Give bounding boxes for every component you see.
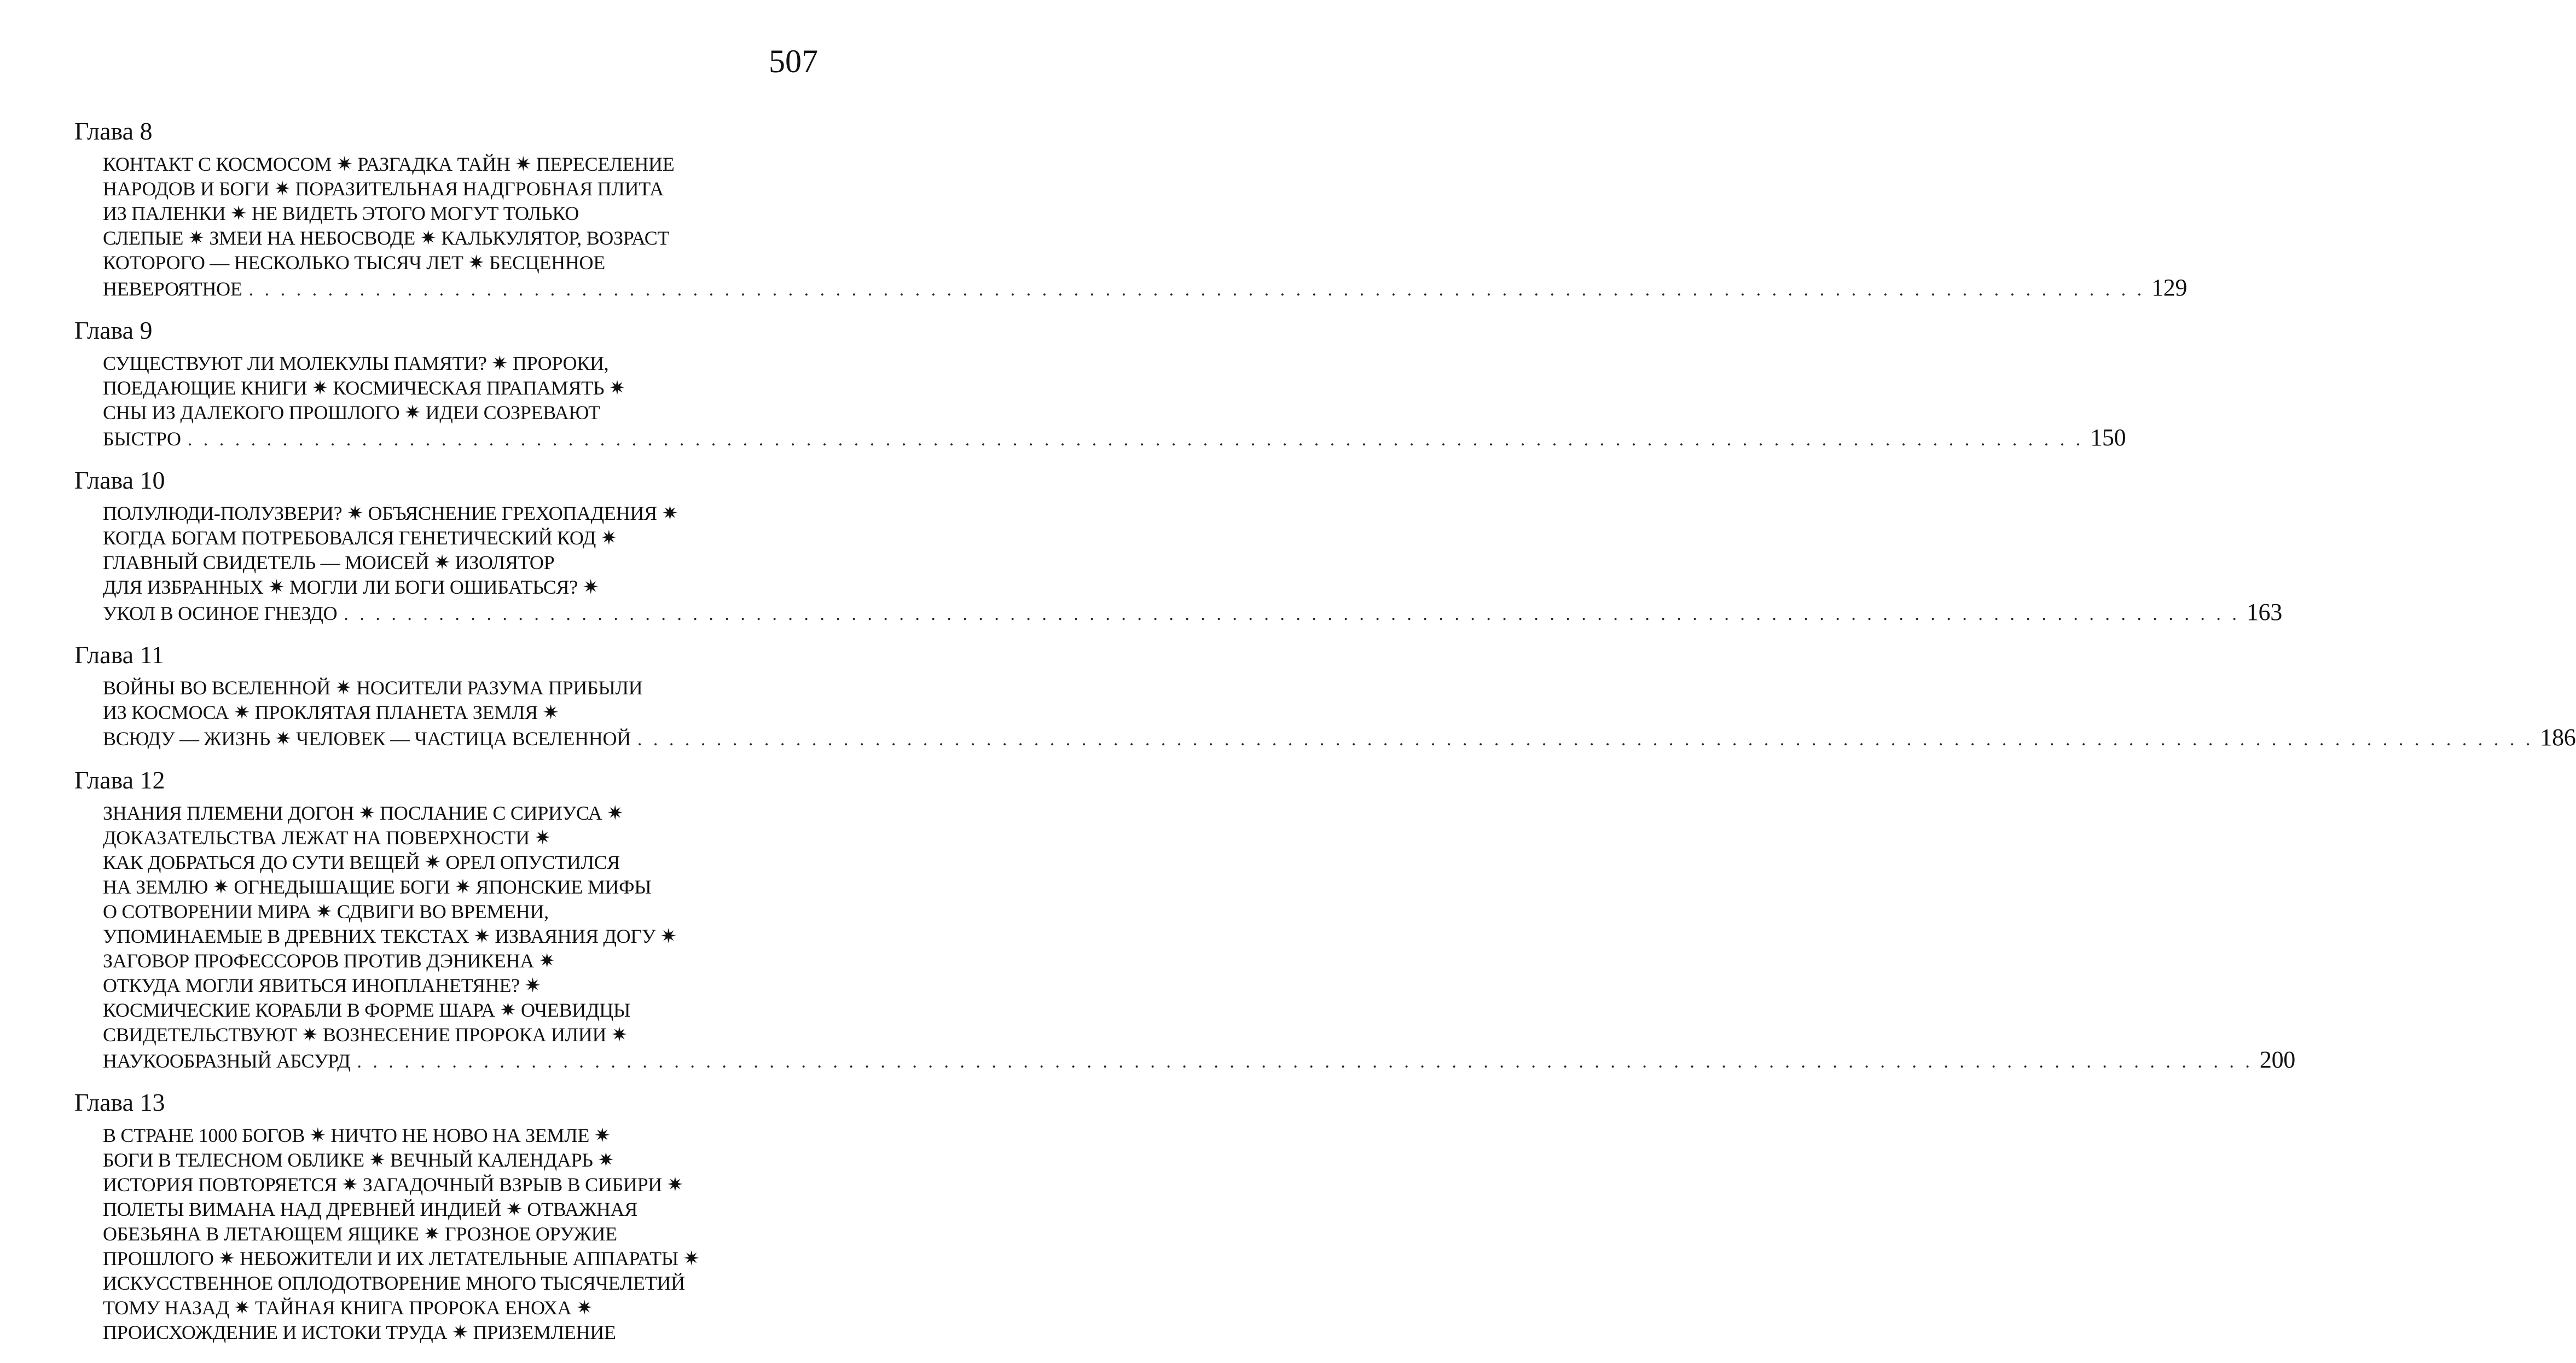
topic-line: НА ЗЕМЛЮ ✷ ОГНЕДЫШАЩИЕ БОГИ ✷ ЯПОНСКИЕ МИФЫ: [103, 876, 652, 898]
chapter-title: Глава 9: [74, 316, 153, 344]
topic-line: СУЩЕСТВУЮТ ЛИ МОЛЕКУЛЫ ПАМЯТИ? ✷ ПРОРОКИ,: [103, 352, 609, 374]
toc-chapter: [74, 313, 2126, 452]
chapter-page-number: 150: [2090, 424, 2126, 451]
topic-line-with-page: [103, 599, 2282, 627]
topic-line-with-page: [103, 274, 2188, 302]
topic-line: УПОМИНАЕМЫЕ В ДРЕВНИХ ТЕКСТАХ ✷ ИЗВАЯНИЯ ДОГУ ✷: [103, 925, 677, 947]
toc-chapter: [74, 114, 2188, 302]
topic-line: ДОКАЗАТЕЛЬСТВА ЛЕЖАТ НА ПОВЕРХНОСТИ ✷: [103, 827, 551, 849]
topic-line-text: ВСЮДУ — ЖИЗНЬ ✷ ЧЕЛОВЕК — ЧАСТИЦА ВСЕЛЕННОЙ: [103, 728, 631, 750]
topic-line: КАК ДОБРАТЬСЯ ДО СУТИ ВЕЩЕЙ ✷ ОРЕЛ ОПУСТИЛСЯ: [103, 851, 620, 873]
chapter-topics: [103, 501, 2282, 627]
chapter-title: Глава 12: [74, 766, 165, 794]
topic-line-text: БЫСТРО: [103, 428, 181, 450]
topic-line: СЛЕПЫЕ ✷ ЗМЕИ НА НЕБОСВОДЕ ✷ КАЛЬКУЛЯТОР, ВОЗРАСТ: [103, 227, 670, 249]
topic-line: ОТКУДА МОГЛИ ЯВИТЬСЯ ИНОПЛАНЕТЯНЕ? ✷: [103, 975, 541, 996]
chapter-topics: [103, 676, 2576, 752]
chapter-title: Глава 13: [74, 1088, 165, 1116]
topic-line: ТОМУ НАЗАД ✷ ТАЙНАЯ КНИГА ПРОРОКА ЕНОХА ✷: [103, 1297, 593, 1319]
topic-line: ПРОШЛОГО ✷ НЕБОЖИТЕЛИ И ИХ ЛЕТАТЕЛЬНЫЕ АППАРАТЫ ✷: [103, 1248, 700, 1269]
dot-leader: . . . . . . . . . . . . . . . . . . . . . . . . . . . . . . . . . . . . . . . . . . . . . . . . . . . . . . . . . . . . . . . . . . . . . . . . . . . . . . . . . . . . . . . . . . . . . . . . . . . . . . . . . . . . . . . . . . . . . . . .: [248, 280, 2145, 300]
topic-line: ОБЕЗЬЯНА В ЛЕТАЮЩЕМ ЯЩИКЕ ✷ ГРОЗНОЕ ОРУЖИЕ: [103, 1223, 617, 1245]
chapter-page-number: 200: [2259, 1046, 2295, 1073]
topic-line: ИСКУССТВЕННОЕ ОПЛОДОТВОРЕНИЕ МНОГО ТЫСЯЧЕЛЕТИЙ: [103, 1272, 685, 1294]
topic-line: КОТОРОГО — НЕСКОЛЬКО ТЫСЯЧ ЛЕТ ✷ БЕСЦЕННОЕ: [103, 252, 605, 274]
topic-line: ПОЕДАЮЩИЕ КНИГИ ✷ КОСМИЧЕСКАЯ ПРАПАМЯТЬ ✷: [103, 377, 625, 399]
topic-line: ЗАГОВОР ПРОФЕССОРОВ ПРОТИВ ДЭНИКЕНА ✷: [103, 950, 555, 972]
topic-line: ПОЛЕТЫ ВИМАНА НАД ДРЕВНЕЙ ИНДИЕЙ ✷ ОТВАЖНАЯ: [103, 1198, 637, 1220]
topic-line: ЗНАНИЯ ПЛЕМЕНИ ДОГОН ✷ ПОСЛАНИЕ С СИРИУСА ✷: [103, 802, 624, 824]
topic-line: НАРОДОВ И БОГИ ✷ ПОРАЗИТЕЛЬНАЯ НАДГРОБНАЯ ПЛИТА: [103, 178, 664, 200]
topic-line: КОНТАКТ С КОСМОСОМ ✷ РАЗГАДКА ТАЙН ✷ ПЕРЕСЕЛЕНИЕ: [103, 153, 675, 175]
topic-line: КОГДА БОГАМ ПОТРЕБОВАЛСЯ ГЕНЕТИЧЕСКИЙ КОД ✷: [103, 527, 617, 549]
topic-line-text: НЕВЕРОЯТНОЕ: [103, 278, 242, 300]
dot-leader: . . . . . . . . . . . . . . . . . . . . . . . . . . . . . . . . . . . . . . . . . . . . . . . . . . . . . . . . . . . . . . . . . . . . . . . . . . . . . . . . . . . . . . . . . . . . . . . . . . . . . . . . . . . . . . . . . . . . . . . .: [637, 729, 2534, 750]
toc-chapter: [74, 1085, 824, 1345]
chapter-topics: [103, 1123, 824, 1345]
topic-line-with-page: [103, 1046, 2295, 1074]
chapter-title: Глава 10: [74, 466, 165, 494]
chapter-topics: [103, 351, 2126, 452]
topic-line-with-page: [103, 424, 2126, 452]
topic-line: ИСТОРИЯ ПОВТОРЯЕТСЯ ✷ ЗАГАДОЧНЫЙ ВЗРЫВ В СИБИРИ ✷: [103, 1174, 683, 1196]
topic-line: ИЗ ПАЛЕНКИ ✷ НЕ ВИДЕТЬ ЭТОГО МОГУТ ТОЛЬКО: [103, 202, 579, 224]
table-of-contents: [74, 114, 2576, 1356]
topic-line: ПРОИСХОЖДЕНИЕ И ИСТОКИ ТРУДА ✷ ПРИЗЕМЛЕНИЕ: [103, 1321, 616, 1343]
toc-chapter: [74, 763, 2295, 1074]
toc-chapter: [74, 637, 2576, 752]
topic-line: ГЛАВНЫЙ СВИДЕТЕЛЬ — МОИСЕЙ ✷ ИЗОЛЯТОР: [103, 552, 555, 573]
topic-line-with-page: [103, 724, 2576, 752]
dot-leader: . . . . . . . . . . . . . . . . . . . . . . . . . . . . . . . . . . . . . . . . . . . . . . . . . . . . . . . . . . . . . . . . . . . . . . . . . . . . . . . . . . . . . . . . . . . . . . . . . . . . . . . . . . . . . . . . . . . . . . . .: [344, 604, 2240, 624]
topic-line: О СОТВОРЕНИИ МИРА ✷ СДВИГИ ВО ВРЕМЕНИ,: [103, 901, 549, 923]
chapter-page-number: 186: [2540, 724, 2576, 751]
topic-line-text: НАУКООБРАЗНЫЙ АБСУРД: [103, 1050, 351, 1072]
chapter-page-number: 163: [2246, 599, 2282, 625]
topic-line: ДЛЯ ИЗБРАННЫХ ✷ МОГЛИ ЛИ БОГИ ОШИБАТЬСЯ? ✷: [103, 576, 599, 598]
topic-line-text: УКОЛ В ОСИНОЕ ГНЕЗДО: [103, 602, 338, 624]
topic-line: ВОЙНЫ ВО ВСЕЛЕННОЙ ✷ НОСИТЕЛИ РАЗУМА ПРИБЫЛИ: [103, 677, 643, 699]
chapter-title: Глава 11: [74, 641, 164, 669]
page-number: 507: [769, 43, 818, 79]
topic-line: КОСМИЧЕСКИЕ КОРАБЛИ В ФОРМЕ ШАРА ✷ ОЧЕВИДЦЫ: [103, 999, 631, 1021]
chapter-topics: [103, 801, 2295, 1074]
chapter-title: Глава 8: [74, 117, 153, 145]
topic-line: ПОЛУЛЮДИ-ПОЛУЗВЕРИ? ✷ ОБЪЯСНЕНИЕ ГРЕХОПАДЕНИЯ ✷: [103, 502, 678, 524]
chapter-page-number: 129: [2151, 274, 2188, 301]
topic-line: ИЗ КОСМОСА ✷ ПРОКЛЯТАЯ ПЛАНЕТА ЗЕМЛЯ ✷: [103, 701, 559, 723]
topic-line: СВИДЕТЕЛЬСТВУЮТ ✷ ВОЗНЕСЕНИЕ ПРОРОКА ИЛИИ ✷: [103, 1024, 628, 1046]
topic-line: БОГИ В ТЕЛЕСНОМ ОБЛИКЕ ✷ ВЕЧНЫЙ КАЛЕНДАРЬ ✷: [103, 1149, 614, 1171]
toc-chapter: [74, 463, 2282, 627]
chapter-topics: [103, 152, 2188, 302]
dot-leader: . . . . . . . . . . . . . . . . . . . . . . . . . . . . . . . . . . . . . . . . . . . . . . . . . . . . . . . . . . . . . . . . . . . . . . . . . . . . . . . . . . . . . . . . . . . . . . . . . . . . . . . . . . . . . . . . . . . . . . . .: [187, 430, 2084, 450]
topic-line: В СТРАНЕ 1000 БОГОВ ✷ НИЧТО НЕ НОВО НА ЗЕМЛЕ ✷: [103, 1124, 611, 1146]
dot-leader: . . . . . . . . . . . . . . . . . . . . . . . . . . . . . . . . . . . . . . . . . . . . . . . . . . . . . . . . . . . . . . . . . . . . . . . . . . . . . . . . . . . . . . . . . . . . . . . . . . . . . . . . . . . . . . . . . . . . . . . .: [357, 1052, 2253, 1072]
topic-line: СНЫ ИЗ ДАЛЕКОГО ПРОШЛОГО ✷ ИДЕИ СОЗРЕВАЮТ: [103, 402, 600, 424]
